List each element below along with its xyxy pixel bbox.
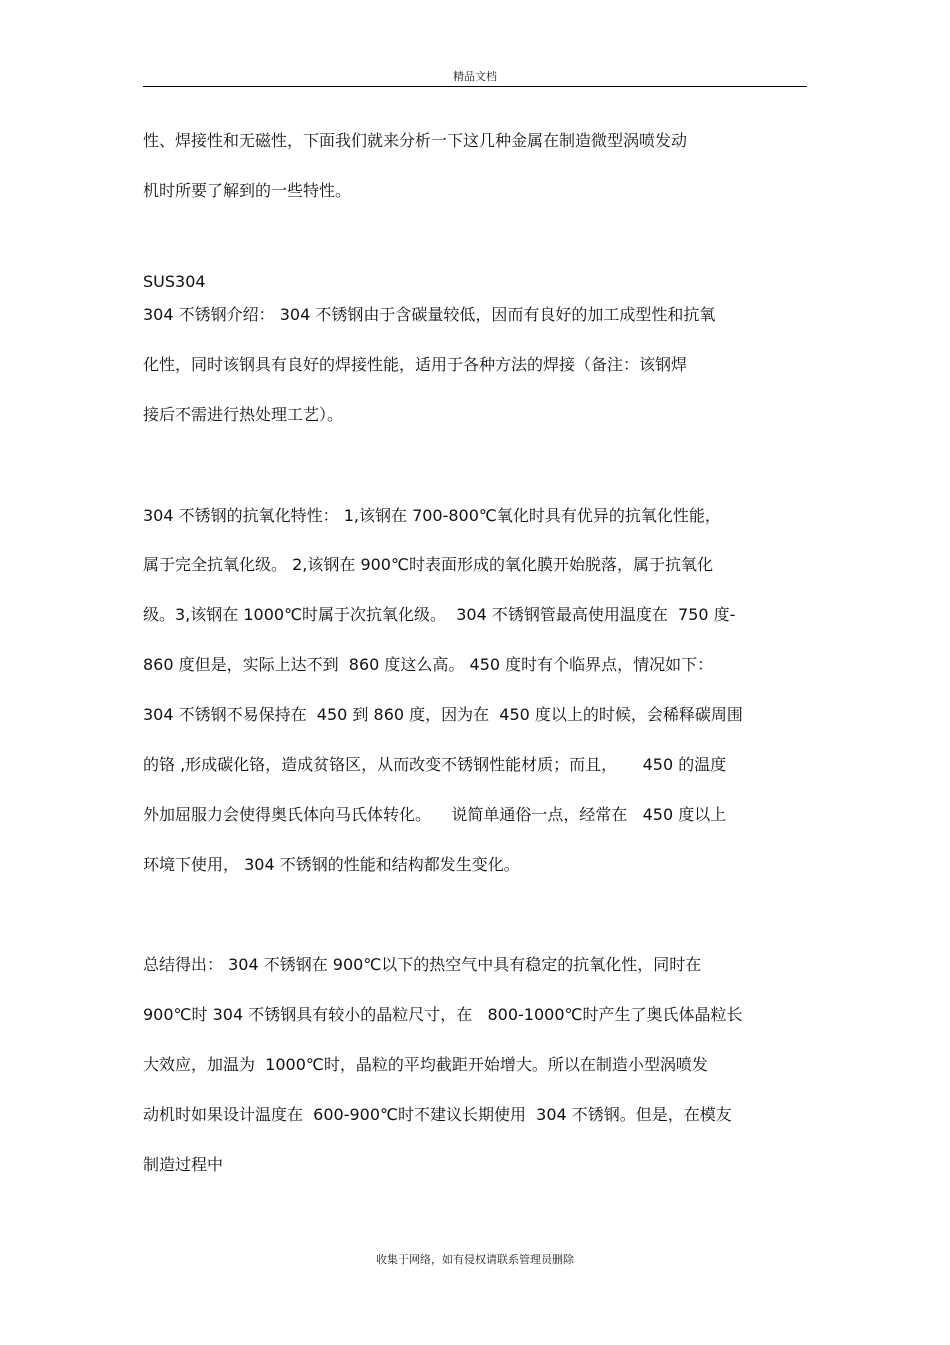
p2-line-4: 860 度但是，实际上达不到 860 度这么高。 450 度时有个临界点，情况如下：	[143, 655, 714, 674]
p1-line-2: 化性，同时该钢具有良好的焊接性能，适用于各种方法的焊接（备注：该钢焊	[143, 355, 688, 374]
page-footer: 收集于网络，如有侵权请联系管理员删除	[376, 1253, 574, 1266]
p2-line-7: 外加屈服力会使得奥氏体向马氏体转化。 说简单通俗一点，经常在 450 度以上	[143, 805, 727, 824]
intro-line-1: 性、焊接性和无磁性，下面我们就来分析一下这几种金属在制造微型涡喷发动	[143, 131, 688, 150]
p1-line-1: 304 不锈钢介绍： 304 不锈钢由于含碳量较低，因而有良好的加工成型性和抗氧	[143, 305, 716, 324]
p2-line-8: 环境下使用， 304 不锈钢的性能和结构都发生变化。	[143, 855, 520, 874]
header-rule	[143, 86, 807, 87]
p2-line-1: 304 不锈钢的抗氧化特性： 1,该钢在 700-800℃氧化时具有优异的抗氧化性能，	[143, 506, 721, 525]
page-header: 精品文档	[453, 70, 497, 83]
p2-line-5: 304 不锈钢不易保持在 450 到 860 度，因为在 450 度以上的时候，会稀释碳周围	[143, 705, 743, 724]
p3-line-2: 900℃时 304 不锈钢具有较小的晶粒尺寸，在 800-1000℃时产生了奥氏体晶粒长	[143, 1005, 743, 1024]
p2-line-6: 的铬 ,形成碳化铬，造成贫铬区，从而改变不锈钢性能材质；而且， 450 的温度	[143, 755, 727, 774]
p3-line-4: 动机时如果设计温度在 600-900℃时不建议长期使用 304 不锈钢。但是，在模友	[143, 1105, 732, 1124]
p3-line-3: 大效应，加温为 1000℃时，晶粒的平均截距开始增大。所以在制造小型涡喷发	[143, 1055, 708, 1074]
p1-line-3: 接后不需进行热处理工艺）。	[143, 405, 344, 424]
p3-line-5: 制造过程中	[143, 1155, 224, 1174]
intro-line-2: 机时所要了解到的一些特性。	[143, 181, 352, 200]
p3-line-1: 总结得出： 304 不锈钢在 900℃以下的热空气中具有稳定的抗氧化性，同时在	[143, 955, 702, 974]
section-heading: SUS304	[143, 272, 206, 291]
p2-line-3: 级。3,该钢在 1000℃时属于次抗氧化级。 304 不锈钢管最高使用温度在 750 度-	[143, 605, 736, 624]
p2-line-2: 属于完全抗氧化级。 2,该钢在 900℃时表面形成的氧化膜开始脱落，属于抗氧化	[143, 555, 713, 574]
